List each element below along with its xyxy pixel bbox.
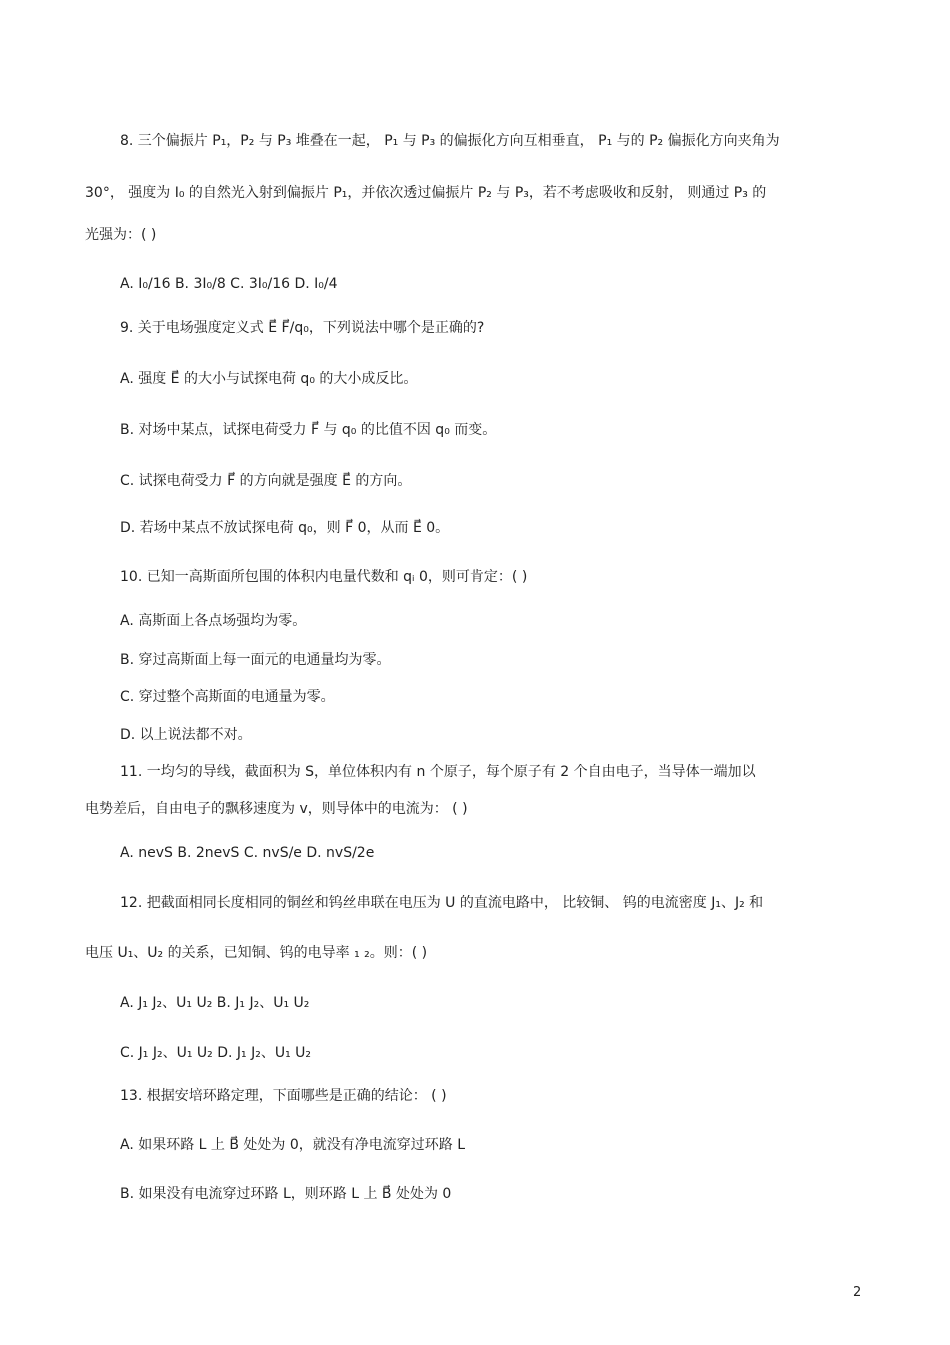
q13-option-b: B. 如果没有电流穿过环路 L，则环路 L 上 B⃗ 处处为 0 bbox=[120, 1186, 452, 1202]
q9-option-b: B. 对场中某点，试探电荷受力 F⃗ 与 q₀ 的比值不因 q₀ 而变。 bbox=[120, 422, 497, 438]
q10-option-d: D. 以上说法都不对。 bbox=[120, 727, 252, 743]
q13-option-a: A. 如果环路 L 上 B⃗ 处处为 0，就没有净电流穿过环路 L bbox=[120, 1137, 466, 1153]
q12-options-cd: C. J₁ J₂、U₁ U₂ D. J₁ J₂、U₁ U₂ bbox=[120, 1045, 312, 1061]
q8-line-1: 8. 三个偏振片 P₁，P₂ 与 P₃ 堆叠在一起， P₁ 与 P₃ 的偏振化方向互相垂直， P₁ 与的 P₂ 偏振化方向夹角为 bbox=[120, 133, 780, 149]
q11-options: A. nevS B. 2nevS C. nvS/e D. nvS/2e bbox=[120, 845, 375, 861]
q11-line-1: 11. 一均匀的导线，截面积为 S，单位体积内有 n 个原子，每个原子有 2 个自由电子，当导体一端加以 bbox=[120, 764, 756, 780]
q10-option-c: C. 穿过整个高斯面的电通量为零。 bbox=[120, 689, 335, 705]
q10-stem: 10. 已知一高斯面所包围的体积内电量代数和 qᵢ 0，则可肯定：( ) bbox=[120, 569, 528, 585]
q12-line-2: 电压 U₁、U₂ 的关系，已知铜、钨的电导率 ₁ ₂。则：( ) bbox=[85, 945, 428, 961]
q10-option-b: B. 穿过高斯面上每一面元的电通量均为零。 bbox=[120, 652, 391, 668]
q10-option-a: A. 高斯面上各点场强均为零。 bbox=[120, 613, 307, 629]
q8-line-2: 30°， 强度为 I₀ 的自然光入射到偏振片 P₁，并依次透过偏振片 P₂ 与 P₃，若不考虑吸收和反射， 则通过 P₃ 的 bbox=[85, 185, 767, 201]
q9-option-a: A. 强度 E⃗ 的大小与试探电荷 q₀ 的大小成反比。 bbox=[120, 371, 418, 387]
page-number: 2 bbox=[853, 1285, 862, 1300]
q13-stem: 13. 根据安培环路定理，下面哪些是正确的结论： ( ) bbox=[120, 1088, 447, 1104]
q9-option-c: C. 试探电荷受力 F⃗ 的方向就是强度 E⃗ 的方向。 bbox=[120, 473, 412, 489]
q9-stem: 9. 关于电场强度定义式 E⃗ F⃗/q₀，下列说法中哪个是正确的? bbox=[120, 320, 485, 336]
q11-line-2: 电势差后，自由电子的飘移速度为 v，则导体中的电流为： ( ) bbox=[85, 801, 468, 817]
q8-options: A. I₀/16 B. 3I₀/8 C. 3I₀/16 D. I₀/4 bbox=[120, 276, 338, 292]
q9-option-d: D. 若场中某点不放试探电荷 q₀，则 F⃗ 0，从而 E⃗ 0。 bbox=[120, 520, 450, 536]
q12-options-ab: A. J₁ J₂、U₁ U₂ B. J₁ J₂、U₁ U₂ bbox=[120, 995, 310, 1011]
q8-line-3: 光强为：( ) bbox=[85, 227, 157, 243]
q12-line-1: 12. 把截面相同长度相同的铜丝和钨丝串联在电压为 U 的直流电路中， 比较铜、 钨的电流密度 J₁、J₂ 和 bbox=[120, 895, 764, 911]
